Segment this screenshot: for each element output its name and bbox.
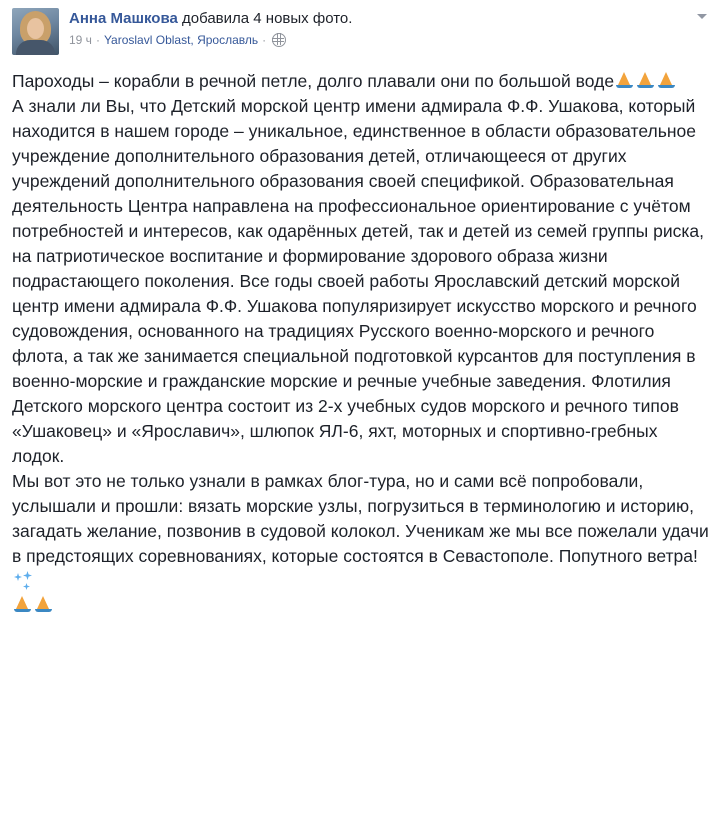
avatar-face — [27, 18, 44, 39]
post-body — [0, 55, 723, 594]
post-byline — [69, 9, 681, 29]
author-link[interactable]: Анна Машкова — [69, 10, 178, 27]
avatar-body — [16, 40, 55, 55]
post-header-text — [69, 8, 681, 48]
timestamp-link[interactable]: 19 ч — [69, 33, 92, 47]
avatar[interactable] — [12, 8, 59, 55]
sailboat-emoji — [615, 71, 634, 90]
sailboat-emoji — [636, 71, 655, 90]
paragraph-3-text: Мы вот это не только узнали в рамках блог-тура, но и сами всё попробовали, услышали и прошли: вязать морские узлы, погрузиться в терминологию и историю, загадать желание, позвонив в судовой колокол. Ученикам же мы все пожелали удачи в предстоящих соревнованиях, которые состоятся в Севастополе. Попутного ветра! — [12, 471, 709, 566]
post-action-text: добавила 4 новых фото. — [182, 10, 353, 27]
post-trailing-emoji-row — [0, 594, 723, 620]
sparkles-emoji — [13, 571, 32, 590]
meta-separator-2: · — [262, 33, 267, 47]
post-paragraph-3 — [12, 469, 711, 594]
post-meta — [69, 32, 681, 48]
post-header — [0, 0, 723, 55]
meta-separator-1: · — [95, 33, 100, 47]
location-link[interactable]: Yaroslavl Oblast, Ярославль — [103, 33, 259, 47]
sailboat-emoji — [13, 595, 32, 614]
sailboat-emoji — [657, 71, 676, 90]
globe-icon[interactable] — [272, 33, 286, 47]
chevron-down-icon[interactable] — [689, 8, 711, 28]
sailboat-emoji — [34, 595, 53, 614]
post-paragraph-1 — [12, 69, 711, 94]
paragraph-1-text: Пароходы – корабли в речной петле, долго плавали они по большой воде — [12, 71, 615, 91]
post-paragraph-2: А знали ли Вы, что Детский морской центр имени адмирала Ф.Ф. Ушакова, который находится в нашем городе – уникальное, единственное в области образовательное учреждение дополнительного образования детей, отличающееся от других учреждений дополнительного образования своей спецификой. Образовательная деятельность Центра направлена на профессиональное ориентирование с учётом потребностей и интересов, как одарённых детей, так и детей из семей группы риска, на патриотическое воспитание и формирование здорового образа жизни подрастающего поколения. Все годы своей работы Ярославский детский морской центр имени адмирала Ф.Ф. Ушакова популяризирует искусство морского и речного судовождения, основанного на традициях Русского военно-морского и речного флота, а так же занимается специальной подготовкой курсантов для поступления в военно-морские и гражданские морские и речные учебные заведения. Флотилия Детского морского центра состоит из 2-х учебных судов морского и речного типов «Ушаковец» и «Ярославич», шлюпок ЯЛ-6, яхт, моторных и спортивно-гребных лодок. — [12, 96, 705, 466]
